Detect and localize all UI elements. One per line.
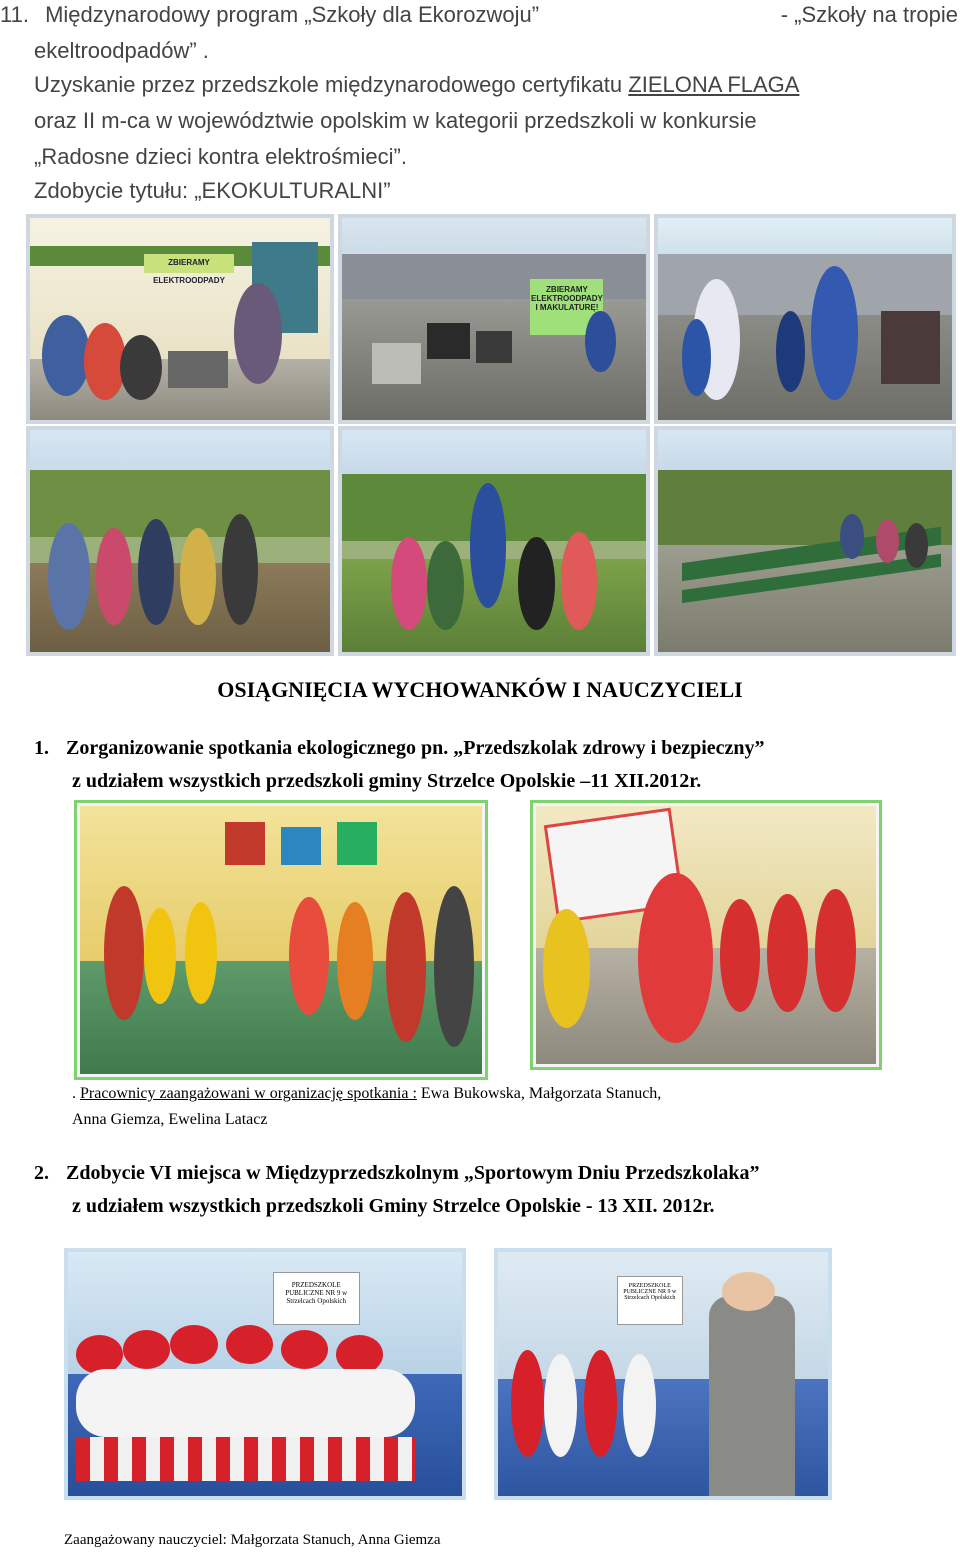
- achievements-heading: OSIĄGNIĘCIA WYCHOWANKÓW I NAUCZYCIELI: [217, 677, 743, 702]
- kindergarten-sign-2: PRZEDSZKOLE PUBLICZNE NR 9 w Strzelcach Opolskich: [617, 1276, 683, 1325]
- photo-sports-day-group: [68, 1252, 462, 1496]
- section-11-line-4: oraz II m-ca w województwie opolskim w kategorii przedszkoli w konkursie: [34, 108, 757, 133]
- photo-park-children-1: [30, 430, 330, 652]
- kindergarten-sign-1: PRZEDSZKOLE PUBLICZNE NR 9 w Strzelcach Opolskich: [273, 1272, 360, 1326]
- item-1-line-1: [34, 737, 765, 760]
- staff-link[interactable]: Pracownicy zaangażowani w organizację spotkania :: [80, 1085, 417, 1102]
- section-11-line-5: „Radosne dzieci kontra elektrośmieci”.: [34, 144, 407, 169]
- zielona-flaga-link[interactable]: ZIELONA FLAGA: [628, 72, 800, 97]
- photo-teacher-reading: [536, 806, 876, 1064]
- photo-meeting-hall: [80, 806, 482, 1074]
- item-1-line-2: z udziałem wszystkich przedszkoli gminy Strzelce Opolskie –11 XII.2012r.: [72, 770, 702, 792]
- item-2-title: Zdobycie VI miejsca w Międzyprzedszkolnym „Sportowym Dniu Przedszkolaka”: [66, 1162, 760, 1184]
- caption-teachers-sports-day: Zaangażowany nauczyciel: Małgorzata Stanuch, Anna Giemza: [64, 1532, 441, 1548]
- photo-park-children-2: [342, 430, 646, 652]
- photo-sports-day-award: [498, 1252, 828, 1496]
- photo-classroom-ewaste: [30, 218, 330, 420]
- ewaste-makulatura-sign: ZBIERAMY ELEKTROODPADY I MAKULATURĘ!: [530, 279, 603, 336]
- item-2-line-2: z udziałem wszystkich przedszkoli Gminy Strzelce Opolskie - 13 XII. 2012r.: [72, 1195, 715, 1217]
- photo-collecting-ewaste: [658, 218, 952, 420]
- staff-names: Ewa Bukowska, Małgorzata Stanuch,: [416, 1085, 662, 1102]
- program-subtitle: - „Szkoły na tropie: [780, 2, 958, 27]
- item-2-number: 2.: [34, 1162, 49, 1184]
- section-11-line-6: Zdobycie tytułu: „EKOKULTURALNI”: [34, 178, 391, 203]
- item-2-line-1: [34, 1162, 960, 1185]
- caption-staff-meeting-line-2: Anna Giemza, Ewelina Latacz: [72, 1111, 268, 1128]
- program-name: Międzynarodowy program „Szkoły dla Ekorozwoju”: [45, 2, 540, 27]
- photo-ewaste-pile: [342, 218, 646, 420]
- caption-staff-meeting: . Pracownicy zaangażowani w organizację spotkania : Ewa Bukowska, Małgorzata Stanuch,: [72, 1085, 662, 1102]
- section-11-line-2: ekeltroodpadów” .: [34, 38, 209, 63]
- section-11-line-3: [34, 72, 960, 98]
- photo-bridge-children: [658, 430, 952, 652]
- ewaste-sign: ZBIERAMY ELEKTROODPADY: [144, 254, 234, 272]
- section-number: 11.: [0, 2, 29, 27]
- item-1-title: Zorganizowanie spotkania ekologicznego pn. „Przedszkolak zdrowy i bezpieczny”: [66, 737, 765, 759]
- section-11-line-1: [0, 2, 960, 28]
- certificate-text: Uzyskanie przez przedszkole międzynarodowego certyfikatu: [34, 72, 629, 97]
- item-1-number: 1.: [34, 737, 49, 759]
